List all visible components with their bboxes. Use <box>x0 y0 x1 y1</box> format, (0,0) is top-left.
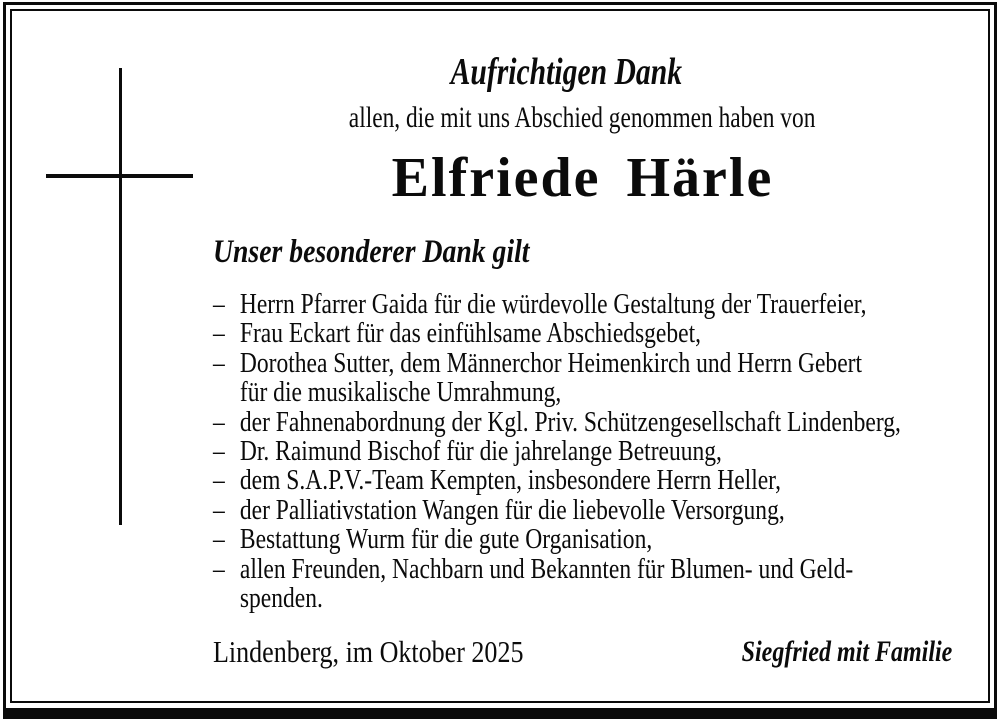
notice-subtitle: allen, die mit uns Abschied genommen haben von <box>349 101 816 134</box>
list-item-text: der Palliativstation Wangen für die liebevolle Versorgung, <box>239 494 785 526</box>
list-item-dash: – <box>213 494 225 526</box>
list-item-text: für die musikalische Umrahmung, <box>239 377 562 409</box>
list-item-text: der Fahnenabordnung der Kgl. Priv. Schützengesellschaft Lindenberg, <box>239 406 901 438</box>
list-item <box>213 584 969 613</box>
place-and-date: Lindenberg, im Oktober 2025 <box>213 634 524 669</box>
list-item <box>213 319 969 348</box>
thanks-heading: Unser besonderer Dank gilt <box>213 234 530 270</box>
list-item <box>213 290 969 319</box>
list-item-text: Dr. Raimund Bischof für die jahrelange Betreuung, <box>239 436 722 468</box>
cross-horizontal-bar <box>46 174 193 178</box>
list-item-text: Dorothea Sutter, dem Männerchor Heimenkirch und Herrn Gebert <box>239 347 863 379</box>
list-item-text: dem S.A.P.V.-Team Kempten, insbesondere Herrn Heller, <box>239 465 781 497</box>
signature: Siegfried mit Familie <box>741 635 952 668</box>
thanks-list <box>213 290 969 613</box>
list-item <box>213 437 969 466</box>
list-item-dash: – <box>213 406 225 438</box>
list-item <box>213 378 969 407</box>
list-item-dash: – <box>213 347 225 379</box>
list-item <box>213 349 969 378</box>
list-item <box>213 466 969 495</box>
list-item <box>213 525 969 554</box>
cross-vertical-bar <box>119 68 122 525</box>
list-item-dash: – <box>213 289 225 320</box>
deceased-name: Elfriede Härle <box>391 147 774 209</box>
list-item-text: allen Freunden, Nachbarn und Bekannten für Blumen- und Geld- <box>239 553 854 585</box>
list-item-dash: – <box>213 524 225 556</box>
list-item <box>213 408 969 437</box>
list-item <box>213 555 969 584</box>
list-item <box>213 496 969 525</box>
list-item-text: Herrn Pfarrer Gaida für die würdevolle Gestaltung der Trauerfeier, <box>239 289 867 320</box>
list-item-dash: – <box>213 436 225 468</box>
list-item-dash <box>213 584 240 613</box>
list-item-dash: – <box>213 553 225 585</box>
notice-title: Aufrichtigen Dank <box>450 51 683 93</box>
list-item-text: Frau Eckart für das einfühlsame Abschiedsgebet, <box>239 318 702 350</box>
list-item-dash: – <box>213 465 225 497</box>
list-item-text: spenden. <box>239 583 323 615</box>
list-item-dash <box>213 378 240 407</box>
list-item-text: Bestattung Wurm für die gute Organisation, <box>239 524 653 556</box>
list-item-dash: – <box>213 318 225 350</box>
